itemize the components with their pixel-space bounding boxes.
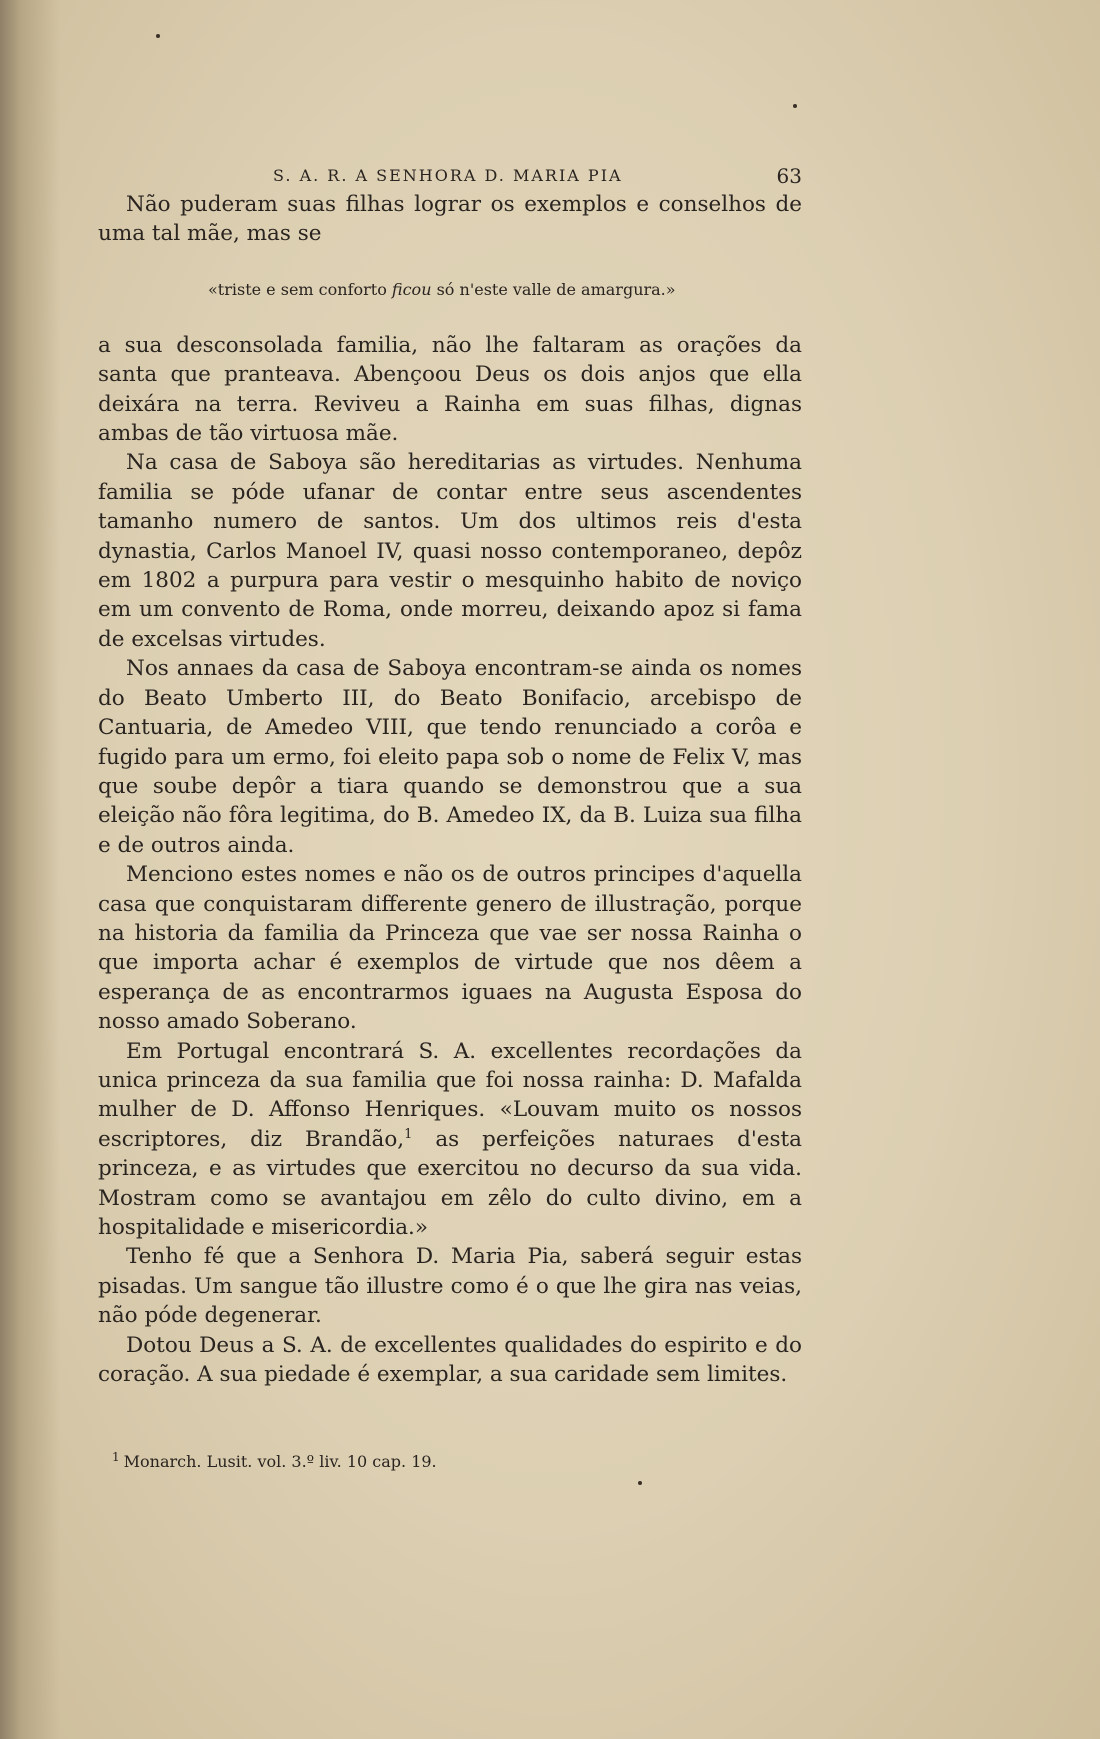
footnote-reference[interactable]: 1 bbox=[404, 1126, 413, 1142]
quote-text-start: «triste e sem conforto bbox=[208, 279, 392, 299]
binding-shadow bbox=[0, 0, 60, 1739]
ink-speck bbox=[638, 1481, 642, 1485]
page-number: 63 bbox=[776, 164, 802, 188]
paragraph-3: Na casa de Saboya são hereditarias as virtudes. Nenhuma familia se póde ufanar de contar entre seus ascendentes tamanho numero de santos. Um dos ultimos reis d'esta dynastia, Carlos Manoel IV, quasi nosso contemporaneo, depôz em 1802 a purpura para vestir o mesquinho habito de noviço em um convento de Roma, onde morreu, deixando apoz si fama de excelsas virtudes. bbox=[98, 450, 802, 652]
verse-quote bbox=[208, 279, 802, 301]
ink-speck bbox=[793, 104, 797, 108]
paragraph-1: Não puderam suas filhas lograr os exemplos e conselhos de uma tal mãe, mas se bbox=[98, 192, 802, 247]
running-title: S. A. R. A SENHORA D. MARIA PIA bbox=[273, 166, 623, 185]
paragraph-4: Nos annaes da casa de Saboya encontram-se ainda os nomes do Beato Umberto III, do Beato Bonifacio, arcebispo de Cantuaria, de Amedeo VIII, que tendo renunciado a corôa e fugido para um ermo, foi eleito papa sob o nome de Felix V, mas que soube depôr a tiara quando se demonstrou que a sua eleição não fôra legitima, do B. Amedeo IX, da B. Luiza sua filha e de outros ainda. bbox=[98, 656, 802, 858]
footnote-number: 1 bbox=[112, 1449, 120, 1464]
footnote bbox=[112, 1449, 437, 1471]
ink-speck bbox=[156, 34, 160, 38]
page-text bbox=[98, 160, 802, 1389]
footnote-text: Monarch. Lusit. vol. 3.º liv. 10 cap. 19. bbox=[123, 1452, 437, 1471]
running-head bbox=[98, 160, 802, 190]
quote-text-end: só n'este valle de amargura.» bbox=[431, 279, 676, 299]
paragraph-6 bbox=[98, 1037, 802, 1243]
paragraph-8: Dotou Deus a S. A. de excellentes qualidades do espirito e do coração. A sua piedade é exemplar, a sua caridade sem limites. bbox=[98, 1332, 802, 1388]
paragraph-6-start: Em Portugal encontrará S. A. excellentes recordações da unica princeza da sua familia que foi nossa rainha: D. Mafalda mulher de D. Affonso Henriques. «Louvam muito os nossos escriptores, diz Brandão, bbox=[98, 1038, 802, 1152]
paragraph-2: a sua desconsolada familia, não lhe faltaram as orações da santa que pranteava. Abençoou Deus os dois anjos que ella deixára na terra. Reviveu a Rainha em suas filhas, dignas ambas de tão virtuosa mãe. bbox=[98, 332, 802, 447]
paragraph-5: Menciono estes nomes e não os de outros principes d'aquella casa que conquistaram differente genero de illustração, porque na historia da familia da Princeza que vae ser nossa Rainha o que importa achar é exemplos de virtude que nos dêem a esperança de as encontrarmos iguaes na Augusta Esposa do nosso amado Soberano. bbox=[98, 862, 802, 1035]
quote-italic-word: ficou bbox=[391, 279, 432, 299]
paragraph-7: Tenho fé que a Senhora D. Maria Pia, saberá seguir estas pisadas. Um sangue tão illustre como é o que lhe gira nas veias, não póde degenerar. bbox=[98, 1244, 802, 1329]
paragraph-6-end: as perfeições naturaes d'esta princeza, e as virtudes que exercitou no decurso da sua vida. Mostram como se avantajou em zêlo do culto divino, em a hospitalidade e misericordia.» bbox=[98, 1126, 802, 1240]
